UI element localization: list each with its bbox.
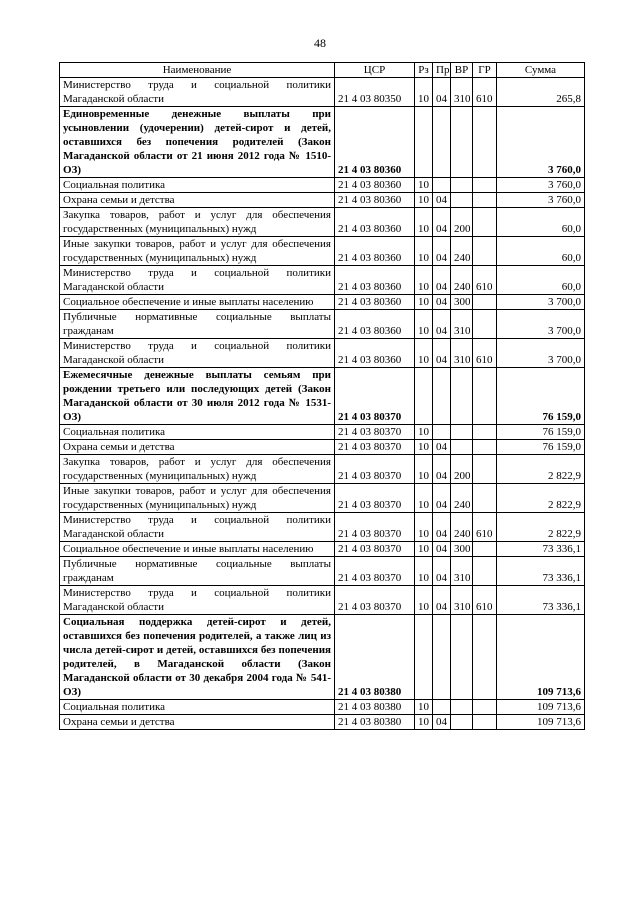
cell-pr: 04 xyxy=(433,715,451,730)
cell-gr: 610 xyxy=(473,513,497,542)
cell-csr: 21 4 03 80370 xyxy=(335,368,415,425)
cell-name: Министерство труда и социальной политики Магаданской области xyxy=(60,266,335,295)
table-row xyxy=(60,700,585,715)
cell-rz xyxy=(415,615,433,700)
cell-name: Закупка товаров, работ и услуг для обеспечения государственных (муниципальных) нужд xyxy=(60,455,335,484)
cell-vr xyxy=(451,615,473,700)
cell-sum: 76 159,0 xyxy=(497,440,585,455)
cell-rz: 10 xyxy=(415,425,433,440)
cell-sum: 3 760,0 xyxy=(497,178,585,193)
cell-pr: 04 xyxy=(433,542,451,557)
cell-name: Министерство труда и социальной политики Магаданской области xyxy=(60,339,335,368)
cell-csr: 21 4 03 80370 xyxy=(335,542,415,557)
cell-rz: 10 xyxy=(415,339,433,368)
cell-pr: 04 xyxy=(433,208,451,237)
cell-vr xyxy=(451,193,473,208)
cell-name: Охрана семьи и детства xyxy=(60,715,335,730)
cell-csr: 21 4 03 80360 xyxy=(335,266,415,295)
cell-gr xyxy=(473,455,497,484)
cell-sum: 3 760,0 xyxy=(497,107,585,178)
cell-pr: 04 xyxy=(433,339,451,368)
cell-sum: 109 713,6 xyxy=(497,715,585,730)
table-row xyxy=(60,615,585,700)
cell-csr: 21 4 03 80360 xyxy=(335,310,415,339)
cell-vr: 240 xyxy=(451,513,473,542)
cell-gr xyxy=(473,615,497,700)
cell-vr: 200 xyxy=(451,455,473,484)
cell-csr: 21 4 03 80360 xyxy=(335,339,415,368)
cell-name: Публичные нормативные социальные выплаты гражданам xyxy=(60,557,335,586)
cell-sum: 60,0 xyxy=(497,237,585,266)
header-vr: ВР xyxy=(451,63,473,78)
cell-csr: 21 4 03 80380 xyxy=(335,700,415,715)
cell-sum: 109 713,6 xyxy=(497,615,585,700)
table-body xyxy=(60,78,585,730)
cell-gr xyxy=(473,193,497,208)
cell-gr xyxy=(473,295,497,310)
cell-csr: 21 4 03 80380 xyxy=(335,715,415,730)
cell-name: Ежемесячные денежные выплаты семьям при рождении третьего или последующих детей (Закон Магаданской области от 30 июля 2012 года № 1531-ОЗ) xyxy=(60,368,335,425)
table-row xyxy=(60,208,585,237)
table-row xyxy=(60,107,585,178)
cell-rz: 10 xyxy=(415,310,433,339)
cell-pr xyxy=(433,368,451,425)
cell-sum: 73 336,1 xyxy=(497,557,585,586)
cell-vr: 310 xyxy=(451,78,473,107)
cell-csr: 21 4 03 80370 xyxy=(335,586,415,615)
cell-gr xyxy=(473,310,497,339)
cell-name: Охрана семьи и детства xyxy=(60,440,335,455)
cell-gr xyxy=(473,368,497,425)
cell-name: Иные закупки товаров, работ и услуг для обеспечения государственных (муниципальных) нужд xyxy=(60,237,335,266)
cell-rz: 10 xyxy=(415,557,433,586)
table-row xyxy=(60,440,585,455)
cell-name: Иные закупки товаров, работ и услуг для обеспечения государственных (муниципальных) нужд xyxy=(60,484,335,513)
cell-pr: 04 xyxy=(433,586,451,615)
cell-rz: 10 xyxy=(415,193,433,208)
cell-rz: 10 xyxy=(415,440,433,455)
cell-vr: 240 xyxy=(451,237,473,266)
cell-sum: 265,8 xyxy=(497,78,585,107)
header-sum: Сумма xyxy=(497,63,585,78)
cell-rz: 10 xyxy=(415,78,433,107)
cell-name: Социальная политика xyxy=(60,178,335,193)
cell-sum: 76 159,0 xyxy=(497,425,585,440)
cell-name: Публичные нормативные социальные выплаты гражданам xyxy=(60,310,335,339)
cell-gr: 610 xyxy=(473,78,497,107)
cell-pr xyxy=(433,178,451,193)
cell-sum: 3 700,0 xyxy=(497,339,585,368)
cell-pr xyxy=(433,107,451,178)
table-row xyxy=(60,542,585,557)
cell-pr: 04 xyxy=(433,295,451,310)
table-row xyxy=(60,310,585,339)
cell-vr: 200 xyxy=(451,208,473,237)
cell-sum: 76 159,0 xyxy=(497,368,585,425)
cell-vr xyxy=(451,440,473,455)
cell-rz: 10 xyxy=(415,513,433,542)
header-row xyxy=(60,63,585,78)
cell-pr: 04 xyxy=(433,237,451,266)
cell-vr xyxy=(451,715,473,730)
cell-sum: 73 336,1 xyxy=(497,542,585,557)
cell-name: Социальная политика xyxy=(60,700,335,715)
cell-pr xyxy=(433,700,451,715)
cell-sum: 73 336,1 xyxy=(497,586,585,615)
table-header xyxy=(60,63,585,78)
table-row xyxy=(60,557,585,586)
header-gr: ГР xyxy=(473,63,497,78)
cell-csr: 21 4 03 80360 xyxy=(335,178,415,193)
cell-pr: 04 xyxy=(433,78,451,107)
cell-pr: 04 xyxy=(433,310,451,339)
cell-vr: 240 xyxy=(451,484,473,513)
cell-csr: 21 4 03 80350 xyxy=(335,78,415,107)
cell-name: Закупка товаров, работ и услуг для обеспечения государственных (муниципальных) нужд xyxy=(60,208,335,237)
cell-sum: 60,0 xyxy=(497,208,585,237)
cell-vr: 310 xyxy=(451,557,473,586)
cell-csr: 21 4 03 80370 xyxy=(335,557,415,586)
cell-vr: 240 xyxy=(451,266,473,295)
cell-name: Единовременные денежные выплаты при усыновлении (удочерении) детей-сирот и детей, оставшихся без попечения родителей (Закон Магаданской области от 21 июня 2012 года № 1510-ОЗ) xyxy=(60,107,335,178)
cell-vr xyxy=(451,178,473,193)
cell-sum: 2 822,9 xyxy=(497,513,585,542)
cell-pr: 04 xyxy=(433,440,451,455)
cell-rz xyxy=(415,107,433,178)
cell-csr: 21 4 03 80380 xyxy=(335,615,415,700)
cell-sum: 3 760,0 xyxy=(497,193,585,208)
cell-gr: 610 xyxy=(473,339,497,368)
table-row xyxy=(60,715,585,730)
cell-vr xyxy=(451,425,473,440)
cell-gr: 610 xyxy=(473,266,497,295)
table-row xyxy=(60,78,585,107)
cell-csr: 21 4 03 80370 xyxy=(335,455,415,484)
cell-gr xyxy=(473,484,497,513)
cell-gr xyxy=(473,700,497,715)
header-pr: Пр xyxy=(433,63,451,78)
cell-rz: 10 xyxy=(415,295,433,310)
cell-gr: 610 xyxy=(473,586,497,615)
cell-vr xyxy=(451,107,473,178)
cell-csr: 21 4 03 80360 xyxy=(335,107,415,178)
cell-csr: 21 4 03 80360 xyxy=(335,237,415,266)
table-row xyxy=(60,513,585,542)
cell-pr: 04 xyxy=(433,455,451,484)
page-number: 48 xyxy=(314,36,326,50)
cell-vr: 300 xyxy=(451,542,473,557)
cell-sum: 2 822,9 xyxy=(497,484,585,513)
cell-vr xyxy=(451,700,473,715)
cell-sum: 109 713,6 xyxy=(497,700,585,715)
cell-rz: 10 xyxy=(415,266,433,295)
cell-pr: 04 xyxy=(433,266,451,295)
table-row xyxy=(60,295,585,310)
cell-vr: 310 xyxy=(451,339,473,368)
cell-rz: 10 xyxy=(415,455,433,484)
cell-csr: 21 4 03 80360 xyxy=(335,193,415,208)
cell-name: Охрана семьи и детства xyxy=(60,193,335,208)
cell-vr: 310 xyxy=(451,586,473,615)
cell-name: Социальное обеспечение и иные выплаты населению xyxy=(60,295,335,310)
table-row xyxy=(60,339,585,368)
cell-name: Социальное обеспечение и иные выплаты населению xyxy=(60,542,335,557)
cell-gr xyxy=(473,178,497,193)
cell-rz: 10 xyxy=(415,542,433,557)
table-row xyxy=(60,586,585,615)
cell-gr xyxy=(473,557,497,586)
cell-gr xyxy=(473,542,497,557)
cell-rz: 10 xyxy=(415,700,433,715)
table-row xyxy=(60,237,585,266)
header-rz: Рз xyxy=(415,63,433,78)
cell-gr xyxy=(473,237,497,266)
table-row xyxy=(60,193,585,208)
cell-pr xyxy=(433,425,451,440)
cell-sum: 60,0 xyxy=(497,266,585,295)
cell-name: Министерство труда и социальной политики Магаданской области xyxy=(60,586,335,615)
cell-gr xyxy=(473,425,497,440)
cell-pr xyxy=(433,615,451,700)
cell-pr: 04 xyxy=(433,193,451,208)
table-row xyxy=(60,455,585,484)
cell-rz xyxy=(415,368,433,425)
cell-name: Социальная политика xyxy=(60,425,335,440)
cell-vr xyxy=(451,368,473,425)
cell-gr xyxy=(473,208,497,237)
table-row xyxy=(60,484,585,513)
cell-csr: 21 4 03 80360 xyxy=(335,295,415,310)
cell-pr: 04 xyxy=(433,484,451,513)
cell-rz: 10 xyxy=(415,178,433,193)
cell-rz: 10 xyxy=(415,586,433,615)
header-name: Наименование xyxy=(60,63,335,78)
cell-sum: 3 700,0 xyxy=(497,295,585,310)
cell-name: Министерство труда и социальной политики Магаданской области xyxy=(60,78,335,107)
cell-csr: 21 4 03 80370 xyxy=(335,484,415,513)
cell-gr xyxy=(473,715,497,730)
cell-vr: 310 xyxy=(451,310,473,339)
cell-csr: 21 4 03 80360 xyxy=(335,208,415,237)
header-csr: ЦСР xyxy=(335,63,415,78)
cell-csr: 21 4 03 80370 xyxy=(335,513,415,542)
cell-vr: 300 xyxy=(451,295,473,310)
cell-gr xyxy=(473,107,497,178)
budget-table xyxy=(59,62,585,730)
table-row xyxy=(60,178,585,193)
table-row xyxy=(60,266,585,295)
cell-gr xyxy=(473,440,497,455)
cell-rz: 10 xyxy=(415,237,433,266)
cell-rz: 10 xyxy=(415,208,433,237)
cell-name: Министерство труда и социальной политики Магаданской области xyxy=(60,513,335,542)
cell-rz: 10 xyxy=(415,715,433,730)
cell-csr: 21 4 03 80370 xyxy=(335,440,415,455)
cell-sum: 2 822,9 xyxy=(497,455,585,484)
cell-csr: 21 4 03 80370 xyxy=(335,425,415,440)
cell-pr: 04 xyxy=(433,557,451,586)
cell-name: Социальная поддержка детей-сирот и детей, оставшихся без попечения родителей, а также лиц из числа детей-сирот и детей, оставшихся без попечения родителей, в Магаданской области (Закон Магаданской области от 30 декабря 2004 года № 541-ОЗ) xyxy=(60,615,335,700)
cell-sum: 3 700,0 xyxy=(497,310,585,339)
cell-pr: 04 xyxy=(433,513,451,542)
table-row xyxy=(60,368,585,425)
cell-rz: 10 xyxy=(415,484,433,513)
table-row xyxy=(60,425,585,440)
